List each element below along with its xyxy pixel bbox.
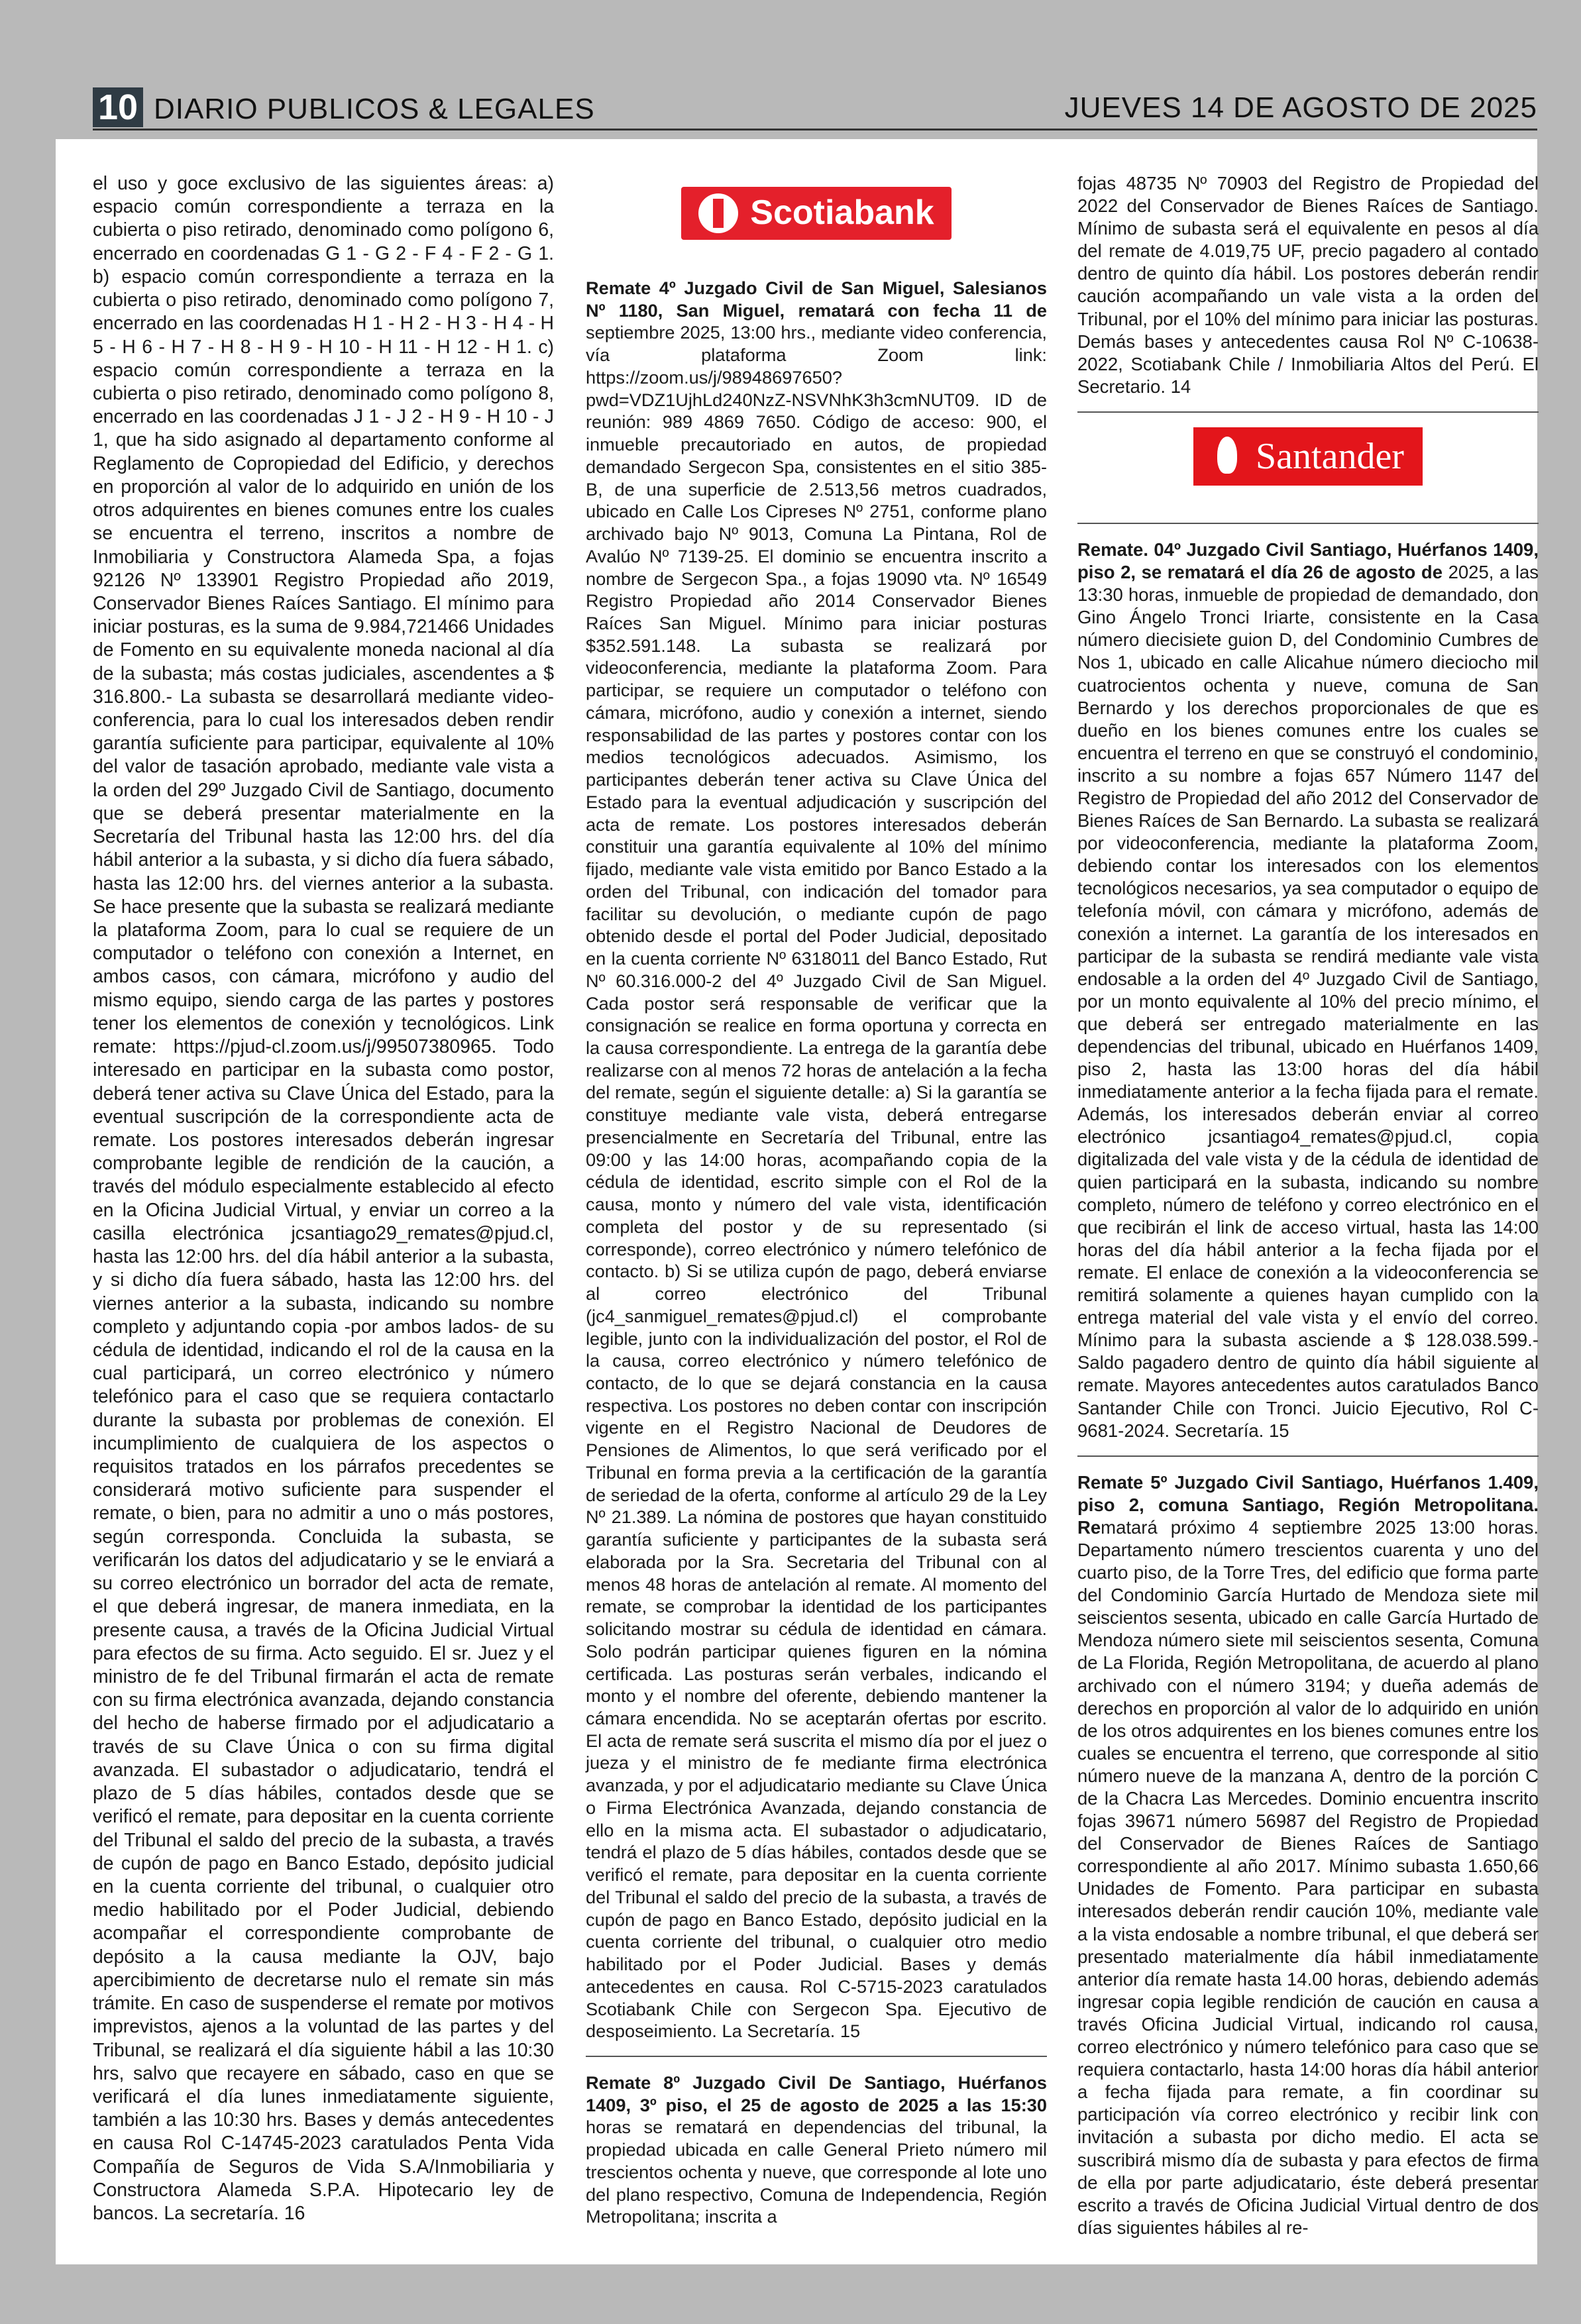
notice-divider: [1077, 411, 1539, 413]
scotiabank-mark-icon: [698, 193, 738, 233]
page-header: [93, 85, 1537, 127]
notice-divider: [1077, 523, 1539, 524]
santander-logo-text: Santander: [1256, 435, 1404, 477]
notice-body: matará próximo 4 septiembre 2025 13:00 horas. Departamento número trescientos cuarenta y uno del cuarto piso, de la Torre Tres, del edificio que forma parte del Condominio García Hurtado de Mendoza siete mil seiscientos sesenta, ubicado en calle García Hurtado de Mendoza número siete mil seiscientos sesenta, Comuna de La Florida, Región Metropolitana, de acuerdo al plano archivado con el número 3194; y dueña además de derechos en proporción al valor de lo adquirido en unión de los otros adquirentes en los bienes comunes entre los cuales se encuentra el terreno, que corresponde al sitio número nueve de la manzana A, dentro de la porción C de la Chacra Las Mercedes. Dominio encuentra inscrito fojas 39671 número 56987 del Registro de Propiedad del Conservador de Bienes Raíces de Santiago correspondiente al año 2017. Mínimo subasta 1.650,66 Unidades de Fomento. Para participar en subasta interesados deberán rendir caución 10%, mediante vale a la vista endosable a nombre tribunal, el que deberá ser presentado materialmente día hábil inmediatamente anterior día remate hasta 14.00 horas, debiendo además ingresar copia legible rendición de caución en causa a través Oficina Judicial Virtual, indicando rol causa, correo electrónico y número telefónico para caso que se requiera contactarlo, hasta 14:00 horas día hábil anterior a fecha fijada para remate, a fin coordinar su participación vía correo electrónico y recibir link con invitación a subasta por dicho medio. El acta se suscribirá mismo día de subasta y para efectos de firma de ella por parte adjudicatario, éste deberá presentar escrito a través de Oficina Judicial Virtual dentro de dos días siguientes hábiles al re-: [1077, 1516, 1539, 2238]
notice-heading: Remate. 04º Juzgado Civil Santiago, Huérfanos 1409, piso 2, se rematará el día 26 de agosto de: [1077, 539, 1539, 583]
santander-logo: [1077, 427, 1539, 486]
notice-divider: [586, 2056, 1047, 2057]
column-1: [93, 172, 554, 2225]
santander-flame-icon: [1212, 437, 1244, 476]
column-2: [586, 172, 1047, 2228]
notice-body: horas se rematará en dependencias del tribunal, la propiedad ubicada en calle General Prieto número mil trescientos ochenta y nueve, que corresponde al lote uno del plano respectivo, Comuna de Independencia, Región Metropolitana; inscrita a: [586, 2117, 1047, 2227]
notice-continuation: el uso y goce exclusivo de las siguientes áreas: a) espacio común correspondiente a terraza en la cubierta o piso retirado, denominado como polígono 6, encerrado en coordenadas G 1 - G 2 - F 4 - F 2 - G 1. b) espacio común correspondiente a terraza en la cubierta o piso retirado, denominado como polígono 7, encerrado en las coordenadas H 1 - H 2 - H 3 - H 4 - H 5 - H 6 - H 7 - H 8 - H 9 - H 10 - H 11 - H 12 - H 1. c) espacio común correspondiente a terraza en la cubierta o piso retirado, denominado como polígono 8, encerrado en las coordenadas J 1 - J 2 - H 9 - H 10 - J 1, que ha sido asignado al departamento conforme al Reglamento de Copropiedad del Edificio, y derechos en proporción al valor de lo adquirido en unión de los otros adquirentes en bienes comunes entre los cuales se encuentra el terreno, inscritos a nombre de Inmobiliaria y Constructora Alameda Spa, a fojas 92126 Nº 133901 Registro Propiedad año 2019, Conservador Bienes Raíces Santiago. El mínimo para iniciar posturas, es la suma de 9.984,721466 Unidades de Fomento en su equivalente moneda nacional al día de la subasta; más costas judiciales, ascendentes a $ 316.800.- La subasta se desarrollará mediante video-conferencia, para lo cual los interesados deben rendir garantía suficiente para participar, equivalente al 10% del valor de tasación aprobado, mediante vale vista a la orden del 29º Juzgado Civil de Santiago, documento que se deberá presentar materialmente en la Secretaría del Tribunal hasta las 12:00 hrs. del día hábil anterior a la subasta, y si dicho día fuera sábado, hasta las 12:00 hrs. del viernes anterior a la subasta. Se hace presente que la subasta se realizará mediante la plataforma Zoom, para lo cual se requiere de un computador o teléfono con conexión a Internet, en ambos casos, con cámara, micrófono y audio del mismo equipo, siendo carga de las partes y postores tener los elementos de conexión y tecnológicos. Link remate: https://pjud-cl.zoom.us/j/99507380965. Todo interesado en participar en la subasta como postor, deberá tener activa su Clave Única del Estado, para la eventual suscripción de la correspondiente acta de remate. Los postores interesados deberán ingresar comprobante legible de rendición de la caución, a través del módulo especialmente establecido al efecto en la Oficina Judicial Virtual, y enviar un correo a la casilla electrónica jcsantiago29_remates@pjud.cl, hasta las 12:00 hrs. del día hábil anterior a la subasta, y si dicho día fuera sábado, hasta las 12:00 hrs. del viernes anterior a la subasta, indicando su nombre completo y adjuntando copia -por ambos lados- de su cédula de identidad, indicando el rol de la causa en la cual participará, un correo electrónico y número telefónico para el caso que se requiera contactarlo durante la subasta por problemas de conexión. El incumplimiento de cualquiera de los aspectos o requisitos tratados en los párrafos precedentes se considerará motivo suficiente para suspender el remate, o bien, para no admitir a uno o más postores, según corresponda. Concluida la subasta, se verificarán los datos del adjudicatario y se le enviará a su correo electrónico un borrador del acta de remate, el que deberá ingresar, de manera inmediata, en la presente causa, a través de la Oficina Judicial Virtual para efectos de su firma. Acto seguido. El sr. Juez y el ministro de fe del Tribunal firmarán el acta de remate con su firma electrónica avanzada, dejando constancia del hecho de haberse firmado por el adjudicatario a través de su Clave Única o con su firma digital avanzada. El subastador o adjudicatario, tendrá el plazo de 5 días hábiles, contados desde que se verificó el remate, para depositar en la cuenta corriente del Tribunal el saldo del precio de la subasta, a través de cupón de pago en Banco Estado, depósito judicial en la cuenta corriente del tribunal, o cualquier otro medio habilitado por el Poder Judicial, debiendo acompañar el correspondiente comprobante de depósito a la causa mediante la OJV, bajo apercibimiento de decretarse nulo el remate sin más trámite. En caso de suspenderse el remate por motivos imprevistos, ajenos a la voluntad de las partes y del Tribunal, se realizará el día siguiente hábil a las 10:30 hrs, salvo que recayere en sábado, caso en que se verificará el día lunes inmediatamente siguiente, también a las 10:30 hrs. Bases y demás antecedentes en causa Rol C-14745-2023 caratulados Penta Vida Compañía de Seguros de Vida S.A/Inmobiliaria y Constructora Alameda S.P.A. Hipotecario ley de bancos. La secretaría. 16: [93, 173, 554, 2225]
publication-title: DIARIO PUBLICOS & LEGALES: [154, 93, 595, 125]
page-number: 10: [93, 87, 143, 127]
notice-8-juzgado: [586, 2072, 1047, 2228]
column-3: [1077, 172, 1539, 2239]
notice-heading: Remate 8º Juzgado Civil De Santiago, Huérfanos 1409, 3º piso, el 25 de agosto de 2025 a las 15:30: [586, 2072, 1047, 2115]
notice-santander-4-juzgado: [1077, 539, 1539, 1442]
notice-5-juzgado: [1077, 1471, 1539, 2239]
notice-body: septiembre 2025, 13:00 hrs., mediante video conferencia, vía plataforma Zoom link: https://zoom.us/j/98948697650?pwd=VDZ1UjhLd240NzZ-NSVNhK3h3cmNUT09. ID de reunión: 989 4869 7650. Código de acceso: 900, el inmueble precautoriado en autos, de propiedad demandado Sergecon Spa, consistentes en el sitio 385-B, de una superficie de 2.513,56 metros cuadrados, ubicado en Calle Los Cipreses Nº 2751, conforme plano archivado bajo Nº 9013, Comuna La Pintana, Rol de Avalúo Nº 7139-25. El dominio se encuentra inscrito a nombre de Sergecon Spa., a fojas 19090 vta. Nº 16549 Registro Propiedad año 2014 Conservador Bienes Raíces San Miguel. Mínimo para iniciar posturas $352.591.148. La subasta se realizará por videoconferencia, mediante la plataforma Zoom. Para participar, se requiere un computador o teléfono con cámara, micrófono, audio y conexión a internet, siendo responsabilidad de las partes y postores contar con los medios tecnológicos adecuados. Asimismo, los participantes deberán tener activa su Clave Única del Estado para la eventual adjudicación y suscripción del acta de remate. Los postores interesados deberán constituir una garantía equivalente al 10% del mínimo fijado, mediante vale vista emitido por Banco Estado a la orden del Tribunal, con indicación del tomador para facilitar su devolución, o mediante cupón de pago obtenido desde el portal del Poder Judicial, depositado en la cuenta corriente Nº 6318011 del Banco Estado, Rut Nº 60.316.000-2 del 4º Juzgado Civil de San Miguel. Cada postor será responsable de verificar que la consignación se realice en forma oportuna y correcta en la causa correspondiente. La entrega de la garantía debe realizarse con al menos 72 horas de antelación a la fecha del remate, según el siguiente detalle: a) Si la garantía se constituye mediante vale vista, deberá entregarse presencialmente en Secretaría del Tribunal, entre las 09:00 y las 14:00 horas, acompañando copia de la cédula de identidad, escrito simple con el Rol de la causa, monto y número del vale vista, identificación completa del postor y de su representado (si corresponde), correo electrónico y número telefónico de contacto. b) Si se utiliza cupón de pago, deberá enviarse al correo electrónico del Tribunal (jc4_sanmiguel_remates@pjud.cl) el comprobante legible, junto con la individualización del postor, el Rol de la causa, correo electrónico y número telefónico de contacto, de lo que se dejará constancia en la causa respectiva. Los postores no deben contar con inscripción vigente en el Registro Nacional de Deudores de Pensiones de Alimentos, lo que será verificado por el Tribunal en forma previa a la certificación de la garantía de seriedad de la oferta, conforme al artículo 29 de la Ley Nº 21.389. La nómina de postores que hayan constituido garantía suficiente y participantes de la subasta será elaborada por la Sra. Secretaria del Tribunal con al menos 48 horas de antelación al remate. Al momento del remate, se comprobar la identidad de los participantes solicitando mostrar su cédula de identidad en cámara. Solo podrán participar quienes figuren en la nómina certificada. Las posturas serán verbales, indicando el monto y el nombre del oferente, debiendo mantener la cámara encendida. No se aceptarán ofertas por escrito. El acta de remate será suscrita el mismo día por el juez o jueza y el ministro de fe mediante firma electrónica avanzada, y por el adjudicatario mediante su Clave Única o Firma Electrónica Avanzada, dejando constancia de ello en la misma acta. El subastador o adjudicatario, tendrá el plazo de 5 días hábiles, contados desde que se verificó el remate, para depositar en la cuenta corriente del Tribunal el saldo del precio de la subasta, a través de cupón de pago en Banco Estado, depósito judicial en la cuenta corriente del tribunal, o cualquier otro medio habilitado por el Poder Judicial. Bases y demás antecedentes en causa. Rol C-5715-2023 caratulados Scotiabank Chile con Sergecon Spa. Ejecutivo de desposeimiento. La Secretaría. 15: [586, 322, 1047, 2042]
header-rule: [93, 129, 1537, 131]
notice-heading: Remate 5º Juzgado Civil Santiago, Huérfanos 1.409, piso 2, comuna Santiago, Región Metropolitana. Re: [1077, 1471, 1539, 1538]
scotiabank-logo-text: Scotiabank: [750, 193, 934, 233]
notice-body: 2025, a las 13:30 horas, inmueble de propiedad de demandado, don Gino Ángelo Tronci Iriarte, consistente en la Casa número diecisiete guion D, del Condominio Cumbres de Nos 1, ubicado en calle Alicahue número dieciocho mil cuatrocientos ochenta y nueve, comuna de San Bernardo y los derechos proporcionales de que es dueño en los bienes comunes entre los cuales se encuentra el terreno en que se construyó el condominio, inscrito a su nombre a fojas 657 Número 1147 del Registro de Propiedad del año 2012 del Conservador de Bienes Raíces de San Bernardo. La subasta se realizará por videoconferencia, mediante la plataforma Zoom, debiendo contar los interesados con los elementos tecnológicos necesarios, ya sea computador o equipo de telefonía móvil, con cámara y micrófono, además de conexión a internet. La garantía de los interesados en participar de la subasta se rendirá mediante vale vista endosable a la orden del 4º Juzgado Civil de Santiago, por un monto equivalente al 10% del precio mínimo, el que deberá ser entregado materialmente en las dependencias del tribunal, ubicado en Huérfanos 1409, piso 2, hasta las 13:00 horas del día hábil inmediatamente anterior a la fecha fijada para el remate. Además, los interesados deberán enviar al correo electrónico jcsantiago4_remates@pjud.cl, copia digitalizada del vale vista y de la cédula de identidad de quien participará en la subasta, indicando su nombre completo, número de teléfono y correo electrónico en el que recibirán el link de acceso virtual, hasta las 14:00 horas del día hábil anterior a la fecha fijada por el remate. El enlace de conexión a la videoconferencia se remitirá solamente a quienes hayan cumplido con la entrega material del vale vista y el envío del correo. Mínimo para la subasta asciende a $ 128.038.599.- Saldo pagadero dentro de quinto día hábil siguiente al remate. Mayores antecedentes autos caratulados Banco Santander Chile con Tronci. Juicio Ejecutivo, Rol C-9681-2024. Secretaría. 15: [1077, 562, 1539, 1441]
notice-heading: Remate 4º Juzgado Civil de San Miguel, Salesianos Nº 1180, San Miguel, rematará con fecha 11 de: [586, 278, 1047, 321]
scotiabank-logo: [586, 187, 1047, 240]
notice-scotiabank-san-miguel: [586, 277, 1047, 2042]
notice-divider: [1077, 1455, 1539, 1457]
notice-continuation: fojas 48735 Nº 70903 del Registro de Propiedad del 2022 del Conservador de Bienes Raíces de Santiago. Mínimo de subasta será el equivalente en pesos al día del remate de 4.019,75 UF, precio pagadero al contado dentro de quinto día hábil. Los postores deberán rendir caución acompañando un vale vista a la orden del Tribunal, por el 10% del mínimo para iniciar las posturas. Demás bases y antecedentes causa Rol Nº C-10638-2022, Scotiabank Chile / Inmobiliaria Altos del Perú. El Secretario. 14: [1077, 173, 1539, 397]
publication-date: JUEVES 14 DE AGOSTO DE 2025: [1064, 91, 1537, 124]
